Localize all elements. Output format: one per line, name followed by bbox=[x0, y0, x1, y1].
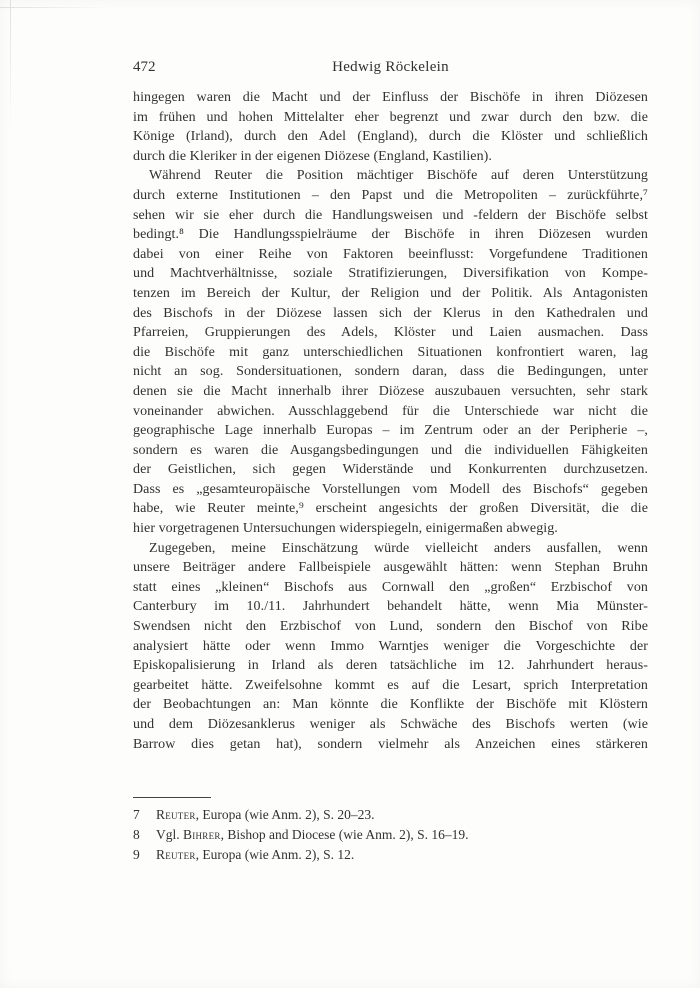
text-line: der Beobachtungen an: Man könnte die Konflikte der Bischöfe mit Klöstern bbox=[133, 697, 648, 713]
running-header bbox=[133, 57, 648, 77]
text-line: voneinander abwichen. Ausschlaggebend für die Unterschiede war nicht die bbox=[133, 403, 648, 419]
text-line: Könige (Irland), durch den Adel (England), durch die Klöster und schließlich bbox=[133, 129, 648, 145]
footnote-separator-rule bbox=[133, 797, 211, 798]
footnote-text bbox=[156, 805, 648, 825]
footnote-number: 9 bbox=[133, 846, 140, 862]
text-line: durch externe Institutionen – den Papst und die Metropoliten – zurückführte,⁷ bbox=[133, 187, 648, 203]
text-line: statt eines „kleinen“ Bischofs aus Cornwall den „großen“ Erzbischof von bbox=[133, 579, 648, 595]
text-line: dabei von einer Reihe von Faktoren beeinflusst: Vorgefundene Traditionen bbox=[133, 246, 648, 262]
footnote-7 bbox=[133, 805, 648, 825]
text-line: denen sie die Macht innerhalb ihrer Diözese auszubauen versuchten, sehr stark bbox=[133, 383, 648, 399]
page-number: 472 bbox=[133, 59, 156, 75]
text-line: habe, wie Reuter meinte,⁹ erscheint angesichts der großen Diversität, die die bbox=[133, 501, 648, 517]
text-line: Episkopalisierung in Irland als deren tatsächliche im 12. Jahrhundert heraus- bbox=[133, 658, 648, 674]
footnote-text bbox=[156, 845, 648, 865]
text-line: durch die Kleriker in der eigenen Diözese (England, Kastilien). bbox=[133, 148, 492, 164]
footnote-reference: , Bishop and Diocese (wie Anm. 2), S. 16–19. bbox=[220, 826, 469, 842]
text-line: sondern es waren die Ausgangsbedingungen und die individuellen Fähigkeiten bbox=[133, 442, 648, 458]
footnote-author: Reuter bbox=[156, 846, 196, 862]
text-line: bedingt.⁸ Die Handlungsspielräume der Bischöfe in ihren Diözesen wurden bbox=[133, 227, 648, 243]
text-line: analysiert hätte oder wenn Immo Warntjes weniger die Vorgeschichte der bbox=[133, 638, 648, 654]
text-line: des Bischofs in der Diözese lassen sich der Klerus in den Kathedralen und bbox=[133, 305, 648, 321]
text-line: im frühen und hohen Mittelalter eher begrenzt und zwar durch den bzw. die bbox=[133, 109, 648, 125]
text-line: Pfarreien, Gruppierungen des Adels, Klöster und Laien ausmachen. Dass bbox=[133, 325, 648, 341]
footnote-reference: , Europa (wie Anm. 2), S. 20–23. bbox=[195, 807, 375, 822]
text-line: und Machtverhältnisse, soziale Stratifizierungen, Diversifikation von Kompe- bbox=[133, 266, 648, 282]
text-line: und dem Diözesanklerus weniger als Schwäche des Bischofs werten (wie bbox=[133, 717, 648, 732]
footnote-text bbox=[156, 825, 648, 845]
text-line: Während Reuter die Position mächtiger Bischöfe auf deren Unterstützung bbox=[149, 168, 648, 184]
text-line: nicht an sog. Sondersituationen, sondern daran, dass die Bedingungen, unter bbox=[133, 364, 648, 380]
footnote-number: 7 bbox=[133, 807, 140, 822]
footnote-number: 8 bbox=[133, 826, 140, 842]
text-line: Barrow dies getan hat), sondern vielmehr als Anzeichen eines stärkeren bbox=[133, 736, 648, 752]
text-line: hingegen waren die Macht und der Einfluss der Bischöfe in ihren Diözesen bbox=[133, 90, 648, 105]
text-line: Swendsen nicht den Erzbischof von Lund, sondern den Bischof von Ribe bbox=[133, 619, 648, 635]
text-line: Zugegeben, meine Einschätzung würde vielleicht anders ausfallen, wenn bbox=[149, 540, 648, 556]
text-line: gearbeitet hätte. Zweifelsohne kommt es auf die Lesart, sprich Interpretation bbox=[133, 677, 648, 693]
footnotes-section bbox=[133, 797, 648, 864]
body-text bbox=[133, 88, 648, 754]
text-line: hier vorgetragenen Untersuchungen widerspiegeln, einigermaßen abwegig. bbox=[133, 521, 558, 537]
footnote-9 bbox=[133, 845, 648, 865]
scan-edge-artifact-vertical bbox=[10, 0, 11, 130]
footnote-author: Bihrer bbox=[183, 826, 221, 842]
running-header-title: Hedwig Röckelein bbox=[332, 59, 449, 75]
text-line: geographische Lage innerhalb Europas – im Zentrum oder an der Peripherie –, bbox=[133, 423, 648, 439]
scan-edge-artifact-horizontal bbox=[0, 7, 110, 8]
footnote-prefix: Vgl. bbox=[156, 826, 183, 842]
text-line: Canterbury im 10./11. Jahrhundert behandelt hätte, wenn Mia Münster- bbox=[133, 599, 648, 615]
text-line: Dass es „gesamteuropäische Vorstellungen vom Modell des Bischofs“ gegeben bbox=[133, 481, 648, 497]
footnote-reference: , Europa (wie Anm. 2), S. 12. bbox=[195, 846, 355, 862]
footnote-author: Reuter bbox=[156, 807, 196, 822]
footnote-8 bbox=[133, 825, 648, 845]
text-line: der Geistlichen, sich gegen Widerstände und Konkurrenten durchzusetzen. bbox=[133, 462, 648, 478]
text-line: sehen wir sie eher durch die Handlungsweisen und -feldern der Bischöfe selbst bbox=[133, 207, 648, 223]
text-line: unsere Beiträger andere Fallbeispiele ausgewählt hätten: wenn Stephan Bruhn bbox=[133, 560, 648, 576]
text-line: die Bischöfe mit ganz unterschiedlichen Situationen konfrontiert waren, lag bbox=[133, 344, 648, 360]
text-line: tenzen im Bereich der Kultur, der Religion und der Politik. Als Antagonisten bbox=[133, 285, 648, 301]
